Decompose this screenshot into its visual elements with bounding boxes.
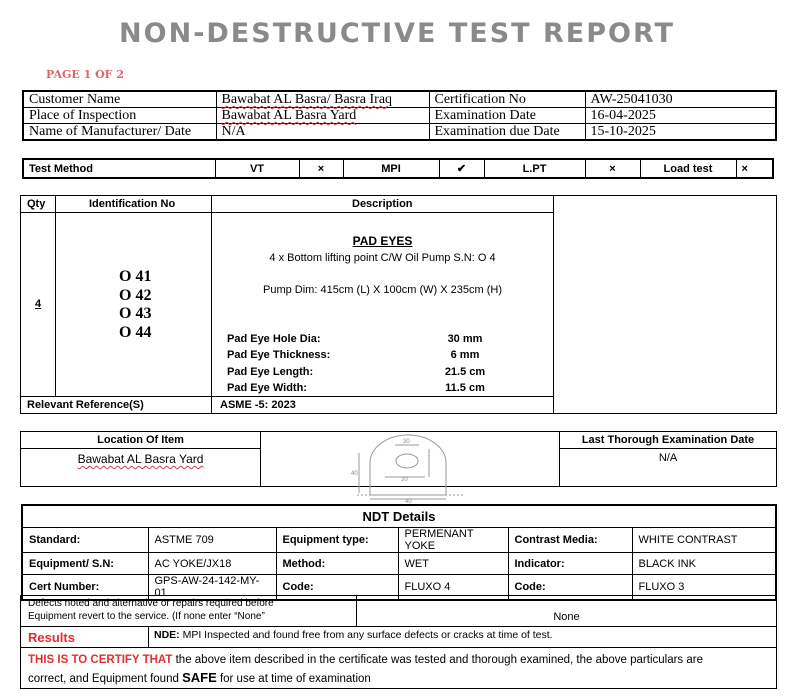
id-item: O 42 bbox=[119, 286, 152, 304]
ndt-label: Indicator: bbox=[508, 553, 632, 575]
results-label: Results bbox=[28, 630, 75, 645]
lpt-mark: × bbox=[585, 159, 640, 178]
ndt-title: NDT Details bbox=[22, 505, 776, 528]
ndt-value: BLACK INK bbox=[632, 553, 776, 575]
manufacturer-label: Name of Manufacturer/ Date bbox=[23, 124, 216, 141]
ndt-value: GPS-AW-24-142-MY-01 bbox=[148, 575, 276, 601]
cert-label: Certification No bbox=[429, 91, 585, 108]
spec-label: Pad Eye Width: bbox=[227, 382, 307, 394]
drawing-dim: 20 bbox=[401, 477, 408, 483]
ndt-label: Equipment/ S.N: bbox=[22, 553, 148, 575]
report-title: NON-DESTRUCTIVE TEST REPORT bbox=[119, 18, 675, 49]
lpt-label: L.PT bbox=[484, 159, 585, 178]
test-method-table bbox=[22, 158, 774, 179]
location-value: Bawabat AL Basra Yard bbox=[77, 452, 204, 466]
certify-lead: THIS IS TO CERTIFY THAT bbox=[28, 654, 173, 666]
drawing-dim: 40 bbox=[351, 471, 358, 477]
place-value: Bawabat AL Basra Yard bbox=[221, 108, 357, 123]
desc-line1: 4 x Bottom lifting point C/W Oil Pump S.N: O 4 bbox=[269, 252, 496, 264]
load-test-mark: × bbox=[736, 159, 773, 178]
qty-value: 4 bbox=[35, 298, 42, 310]
reference-label: Relevant Reference(S) bbox=[27, 399, 144, 411]
test-method-label: Test Method bbox=[23, 159, 215, 178]
defects-line1: Defects noted and alternative or repairs required before bbox=[28, 598, 274, 609]
cert-value: AW-25041030 bbox=[585, 91, 776, 108]
certify-text2: correct, and Equipment found bbox=[28, 673, 183, 685]
ndt-value: PERMENANT YOKE bbox=[398, 528, 508, 553]
last-exam-value: N/A bbox=[658, 452, 678, 464]
id-header: Identification No bbox=[89, 198, 176, 210]
defects-value: None bbox=[553, 611, 580, 623]
location-value-wrap bbox=[21, 452, 260, 466]
certify-text1: the above item described in the certificate was tested and thorough examined, the above particulars are bbox=[172, 654, 703, 666]
drawing-dim: 30 bbox=[403, 439, 410, 445]
desc-line2: Pump Dim: 415cm (L) X 100cm (W) X 235cm (H) bbox=[263, 284, 502, 296]
desc-header: Description bbox=[352, 198, 413, 210]
due-value: 15-10-2025 bbox=[585, 124, 776, 141]
location-label: Location Of Item bbox=[97, 434, 184, 446]
ndt-value: ASTME 709 bbox=[148, 528, 276, 553]
defects-line2: Equipment revert to the service. (If none enter “None” bbox=[28, 611, 265, 622]
certify-safe: SAFE bbox=[182, 670, 217, 685]
spec-label: Pad Eye Hole Dia: bbox=[227, 333, 321, 345]
spec-value: 6 mm bbox=[450, 349, 480, 361]
id-item: O 41 bbox=[119, 268, 152, 285]
ndt-label: Method: bbox=[276, 553, 398, 575]
spec-value: 30 mm bbox=[447, 333, 483, 345]
mpi-check-icon: ✔ bbox=[439, 159, 484, 178]
vt-label: VT bbox=[215, 159, 299, 178]
ndt-label: Code: bbox=[276, 575, 398, 601]
customer-value: Bawabat AL Basra/ Basra Iraq bbox=[221, 92, 393, 107]
exam-label: Examination Date bbox=[429, 108, 585, 124]
nde-description: MPI Inspected and found free from any surface defects or cracks at time of test. bbox=[182, 629, 553, 641]
ndt-label: Contrast Media: bbox=[508, 528, 632, 553]
due-label: Examination due Date bbox=[429, 124, 585, 141]
spec-value: 21.5 cm bbox=[444, 366, 486, 378]
mpi-label: MPI bbox=[343, 159, 439, 178]
reference-value: ASME -5: 2023 bbox=[220, 399, 296, 411]
id-item: O 43 bbox=[119, 305, 152, 322]
id-item: O 44 bbox=[119, 323, 152, 341]
nde-label: NDE: bbox=[154, 629, 180, 641]
page-number: PAGE 1 OF 2 bbox=[46, 68, 124, 81]
identification-list bbox=[119, 268, 151, 342]
desc-title: PAD EYES bbox=[352, 234, 413, 248]
ndt-value: WHITE CONTRAST bbox=[632, 528, 776, 553]
customer-label: Customer Name bbox=[23, 91, 216, 108]
ndt-value: FLUXO 4 bbox=[398, 575, 508, 601]
header-table bbox=[22, 90, 777, 141]
place-label: Place of Inspection bbox=[23, 108, 216, 124]
ndt-label: Standard: bbox=[22, 528, 148, 553]
manufacturer-value: N/A bbox=[216, 124, 429, 141]
pad-eye-drawing bbox=[345, 433, 475, 503]
load-test-label: Load test bbox=[640, 159, 736, 178]
ndt-value: WET bbox=[398, 553, 508, 575]
ndt-label: Equipment type: bbox=[276, 528, 398, 553]
vt-mark: × bbox=[299, 159, 343, 178]
last-exam-label: Last Thorough Examination Date bbox=[581, 434, 755, 446]
ndt-label: Code: bbox=[508, 575, 632, 601]
qty-header: Qty bbox=[27, 198, 46, 210]
certify-statement bbox=[28, 651, 773, 688]
nde-text bbox=[154, 629, 553, 641]
ndt-label: Cert Number: bbox=[22, 575, 148, 601]
exam-value: 16-04-2025 bbox=[585, 108, 776, 124]
ndt-table bbox=[21, 504, 777, 601]
drawing-dim: 40 bbox=[405, 499, 412, 503]
spec-label: Pad Eye Thickness: bbox=[227, 349, 331, 361]
spec-label: Pad Eye Length: bbox=[227, 366, 314, 378]
ndt-value: FLUXO 3 bbox=[632, 575, 776, 601]
spec-value: 11.5 cm bbox=[445, 382, 485, 394]
ndt-value: AC YOKE/JX18 bbox=[148, 553, 276, 575]
certify-text3: for use at time of examination bbox=[216, 673, 371, 685]
